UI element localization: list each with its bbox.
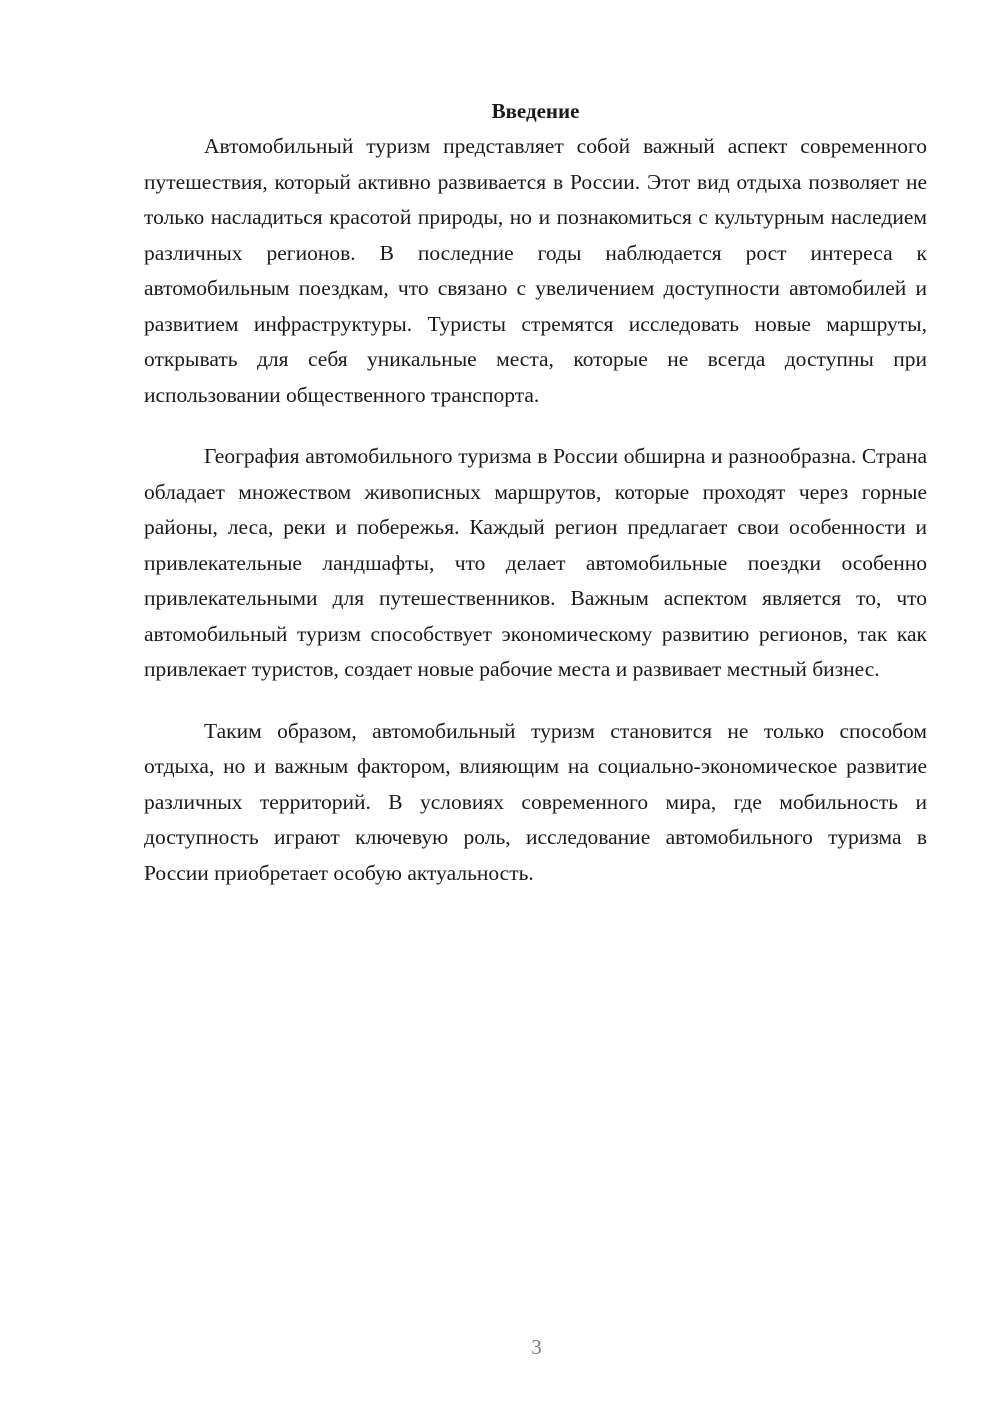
paragraph-3: Таким образом, автомобильный туризм становится не только способом отдыха, но и важным фактором, влияющим на социально-экономическое развитие различных территорий. В условиях современного мира, где мобильность и доступность играют ключевую роль, исследование автомобильного туризма в России приобретает особую актуальность. [144,718,927,885]
page-content [144,96,927,891]
page-number: 3 [531,1335,542,1359]
paragraph-1: Автомобильный туризм представляет собой важный аспект современного путешествия, который активно развивается в России. Этот вид отдыха позволяет не только насладиться красотой природы, но и познакомиться с культурным наследием различных регионов. В последние годы наблюдается рост интереса к автомобильным поездкам, что связано с увеличением доступности автомобилей и развитием инфраструктуры. Туристы стремятся исследовать новые маршруты, открывать для себя уникальные места, которые не всегда доступны при использовании общественного транспорта. [144,134,927,407]
paragraph-2: География автомобильного туризма в России обширна и разнообразна. Страна обладает множеством живописных маршрутов, которые проходят через горные районы, леса, реки и побережья. Каждый регион предлагает свои особенности и привлекательные ландшафты, что делает автомобильные поездки особенно привлекательными для путешественников. Важным аспектом является то, что автомобильный туризм способствует экономическому развитию регионов, так как привлекает туристов, создает новые рабочие места и развивает местный бизнес. [144,444,927,681]
section-heading: Введение [491,99,580,123]
